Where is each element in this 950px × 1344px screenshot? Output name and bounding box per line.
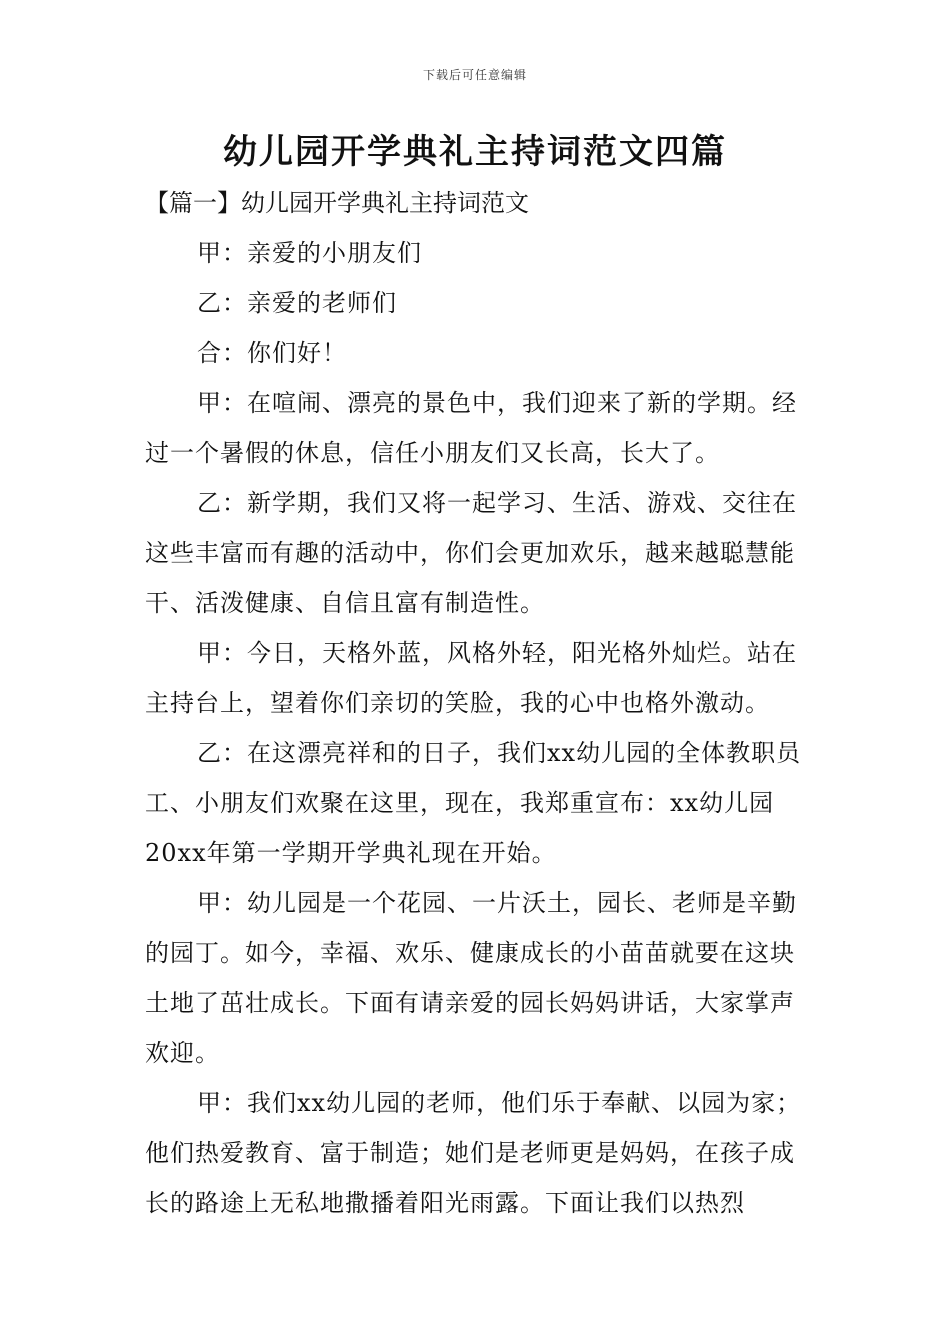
header-note: 下载后可任意编辑 bbox=[422, 68, 527, 82]
section-heading: 【篇一】幼儿园开学典礼主持词范文 bbox=[145, 189, 529, 217]
paragraph: 乙：在这漂亮祥和的日子，我们xx幼儿园的全体教职员工、小朋友们欢聚在这里，现在，我郑重宣布：xx幼儿园20xx年第一学期开学典礼现在开始。 bbox=[145, 739, 802, 867]
paragraph: 甲：亲爱的小朋友们 bbox=[197, 239, 422, 267]
document-body bbox=[145, 178, 810, 1228]
paragraph: 甲：在喧闹、漂亮的景色中，我们迎来了新的学期。经过一个暑假的休息，信任小朋友们又长高，长大了。 bbox=[145, 389, 797, 467]
paragraph: 合：你们好！ bbox=[197, 339, 347, 367]
paragraph: 甲：幼儿园是一个花园、一片沃土，园长、老师是辛勤的园丁。如今，幸福、欢乐、健康成长的小苗苗就要在这块土地了茁壮成长。下面有请亲爱的园长妈妈讲话，大家掌声欢迎。 bbox=[145, 889, 797, 1067]
paragraph: 乙：新学期，我们又将一起学习、生活、游戏、交往在这些丰富而有趣的活动中，你们会更加欢乐，越来越聪慧能干、活泼健康、自信且富有制造性。 bbox=[145, 489, 797, 617]
paragraph: 乙：亲爱的老师们 bbox=[197, 289, 397, 317]
paragraph: 甲：我们xx幼儿园的老师，他们乐于奉献、以园为家；他们热爱教育、富于制造；她们是老师更是妈妈，在孩子成长的路途上无私地撒播着阳光雨露。下面让我们以热烈 bbox=[145, 1089, 802, 1217]
document-title: 幼儿园开学典礼主持词范文四篇 bbox=[223, 132, 727, 172]
paragraph: 甲：今日，天格外蓝，风格外轻，阳光格外灿烂。站在主持台上，望着你们亲切的笑脸，我的心中也格外激动。 bbox=[145, 639, 797, 717]
